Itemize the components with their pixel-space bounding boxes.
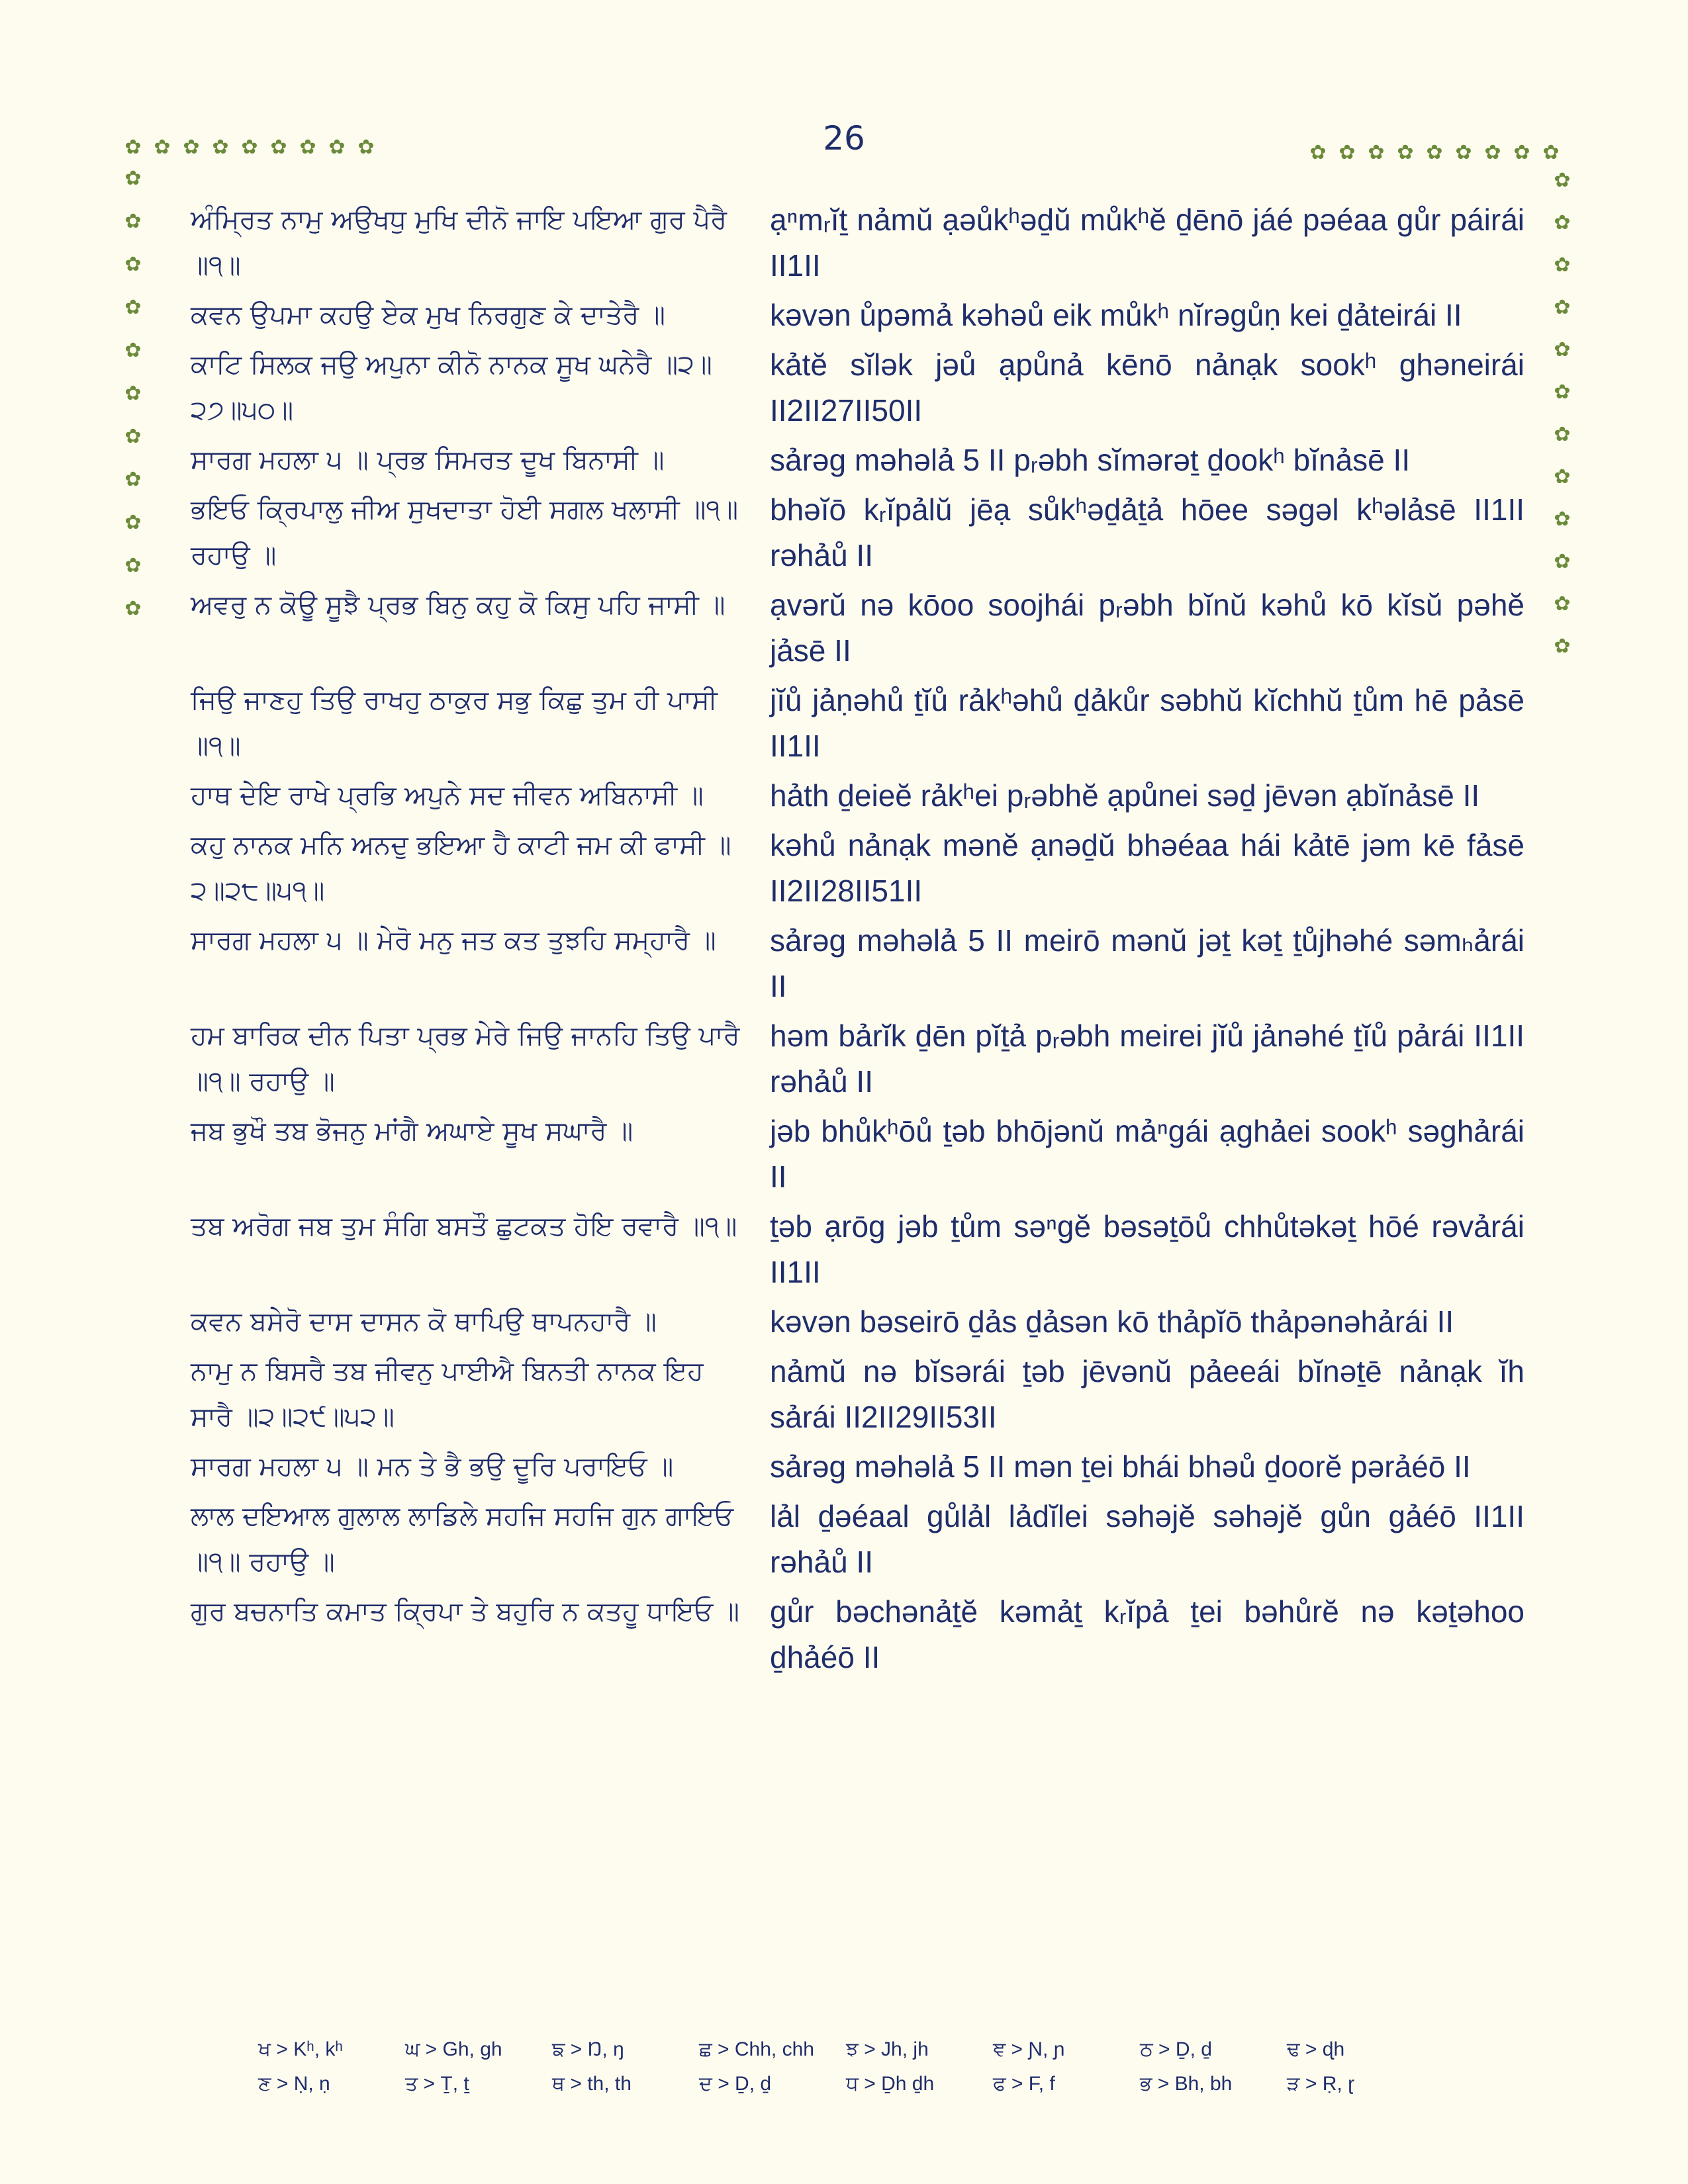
legend-item: ਠ > Ḏ, ḏ [1140,2038,1212,2060]
gurmukhi-text: ਲਾਲ ਦਇਆਲ ਗੁਲਾਲ ਲਾਡਿਲੇ ਸਹਜਿ ਸਹਜਿ ਗੁਨ ਗਾਇਓ ॥੧॥ ਰਹਾਉ ॥ [191,1501,734,1577]
flower-ornament-icon: ✿ [299,136,316,159]
legend-item: ਘ > Gh, gh [405,2038,502,2060]
legend-item: ਢ > ɖh [1287,2038,1345,2060]
legend-item: ਥ > th, th [552,2073,632,2095]
verse-row [191,1349,1524,1440]
flower-ornament-icon: ✿ [1554,338,1571,361]
verse-row [191,678,1524,769]
transliteration-text: hảth ḏeieĕ rảkʰei pᵣəbhĕ ạpůnei səḏ jēvən ạbĭnảsē II [770,778,1480,813]
verse-row [191,1109,1524,1200]
gurmukhi-text: ਅੰਮ੍ਰਿਤ ਨਾਮੁ ਅਉਖਧੁ ਮੁਖਿ ਦੀਨੋ ਜਾਇ ਪਇਆ ਗੁਰ ਪੈਰੈ ॥੧॥ [191,205,727,281]
verse-row [191,293,1524,338]
flower-ornament-icon: ✿ [1554,423,1571,446]
verse-row [191,1589,1524,1680]
gurmukhi-text: ਜਬ ਭੁਖੌ ਤਬ ਭੋਜਨੁ ਮਾਂਗੈ ਅਘਾਏ ਸੂਖ ਸਘਾਰੈ ॥ [191,1116,633,1146]
transliteration-text: lảl ḏəéaal gůlảl lảdĭlei səhəjĕ səhəjĕ gůn gảéō II1II rəhảů II [770,1499,1524,1579]
gurmukhi-text: ਕਹੁ ਨਾਨਕ ਮਨਿ ਅਨਦੁ ਭਇਆ ਹੈ ਕਾਟੀ ਜਮ ਕੀ ਫਾਸੀ ॥੨॥੨੮॥੫੧॥ [191,830,731,906]
transliteration-text: jĭů jảṇəhů ṯĭů rảkʰəhů ḏảkůr səbhŭ kĭchhŭ ṯům hē pảsē II1II [770,683,1524,763]
flower-ornament-icon: ✿ [1554,381,1571,404]
gurmukhi-text: ਕਵਨ ਉਪਮਾ ਕਹਉ ਏਕ ਮੁਖ ਨਿਰਗੁਣ ਕੇ ਦਾਤੇਰੈ ॥ [191,300,665,330]
legend-item: ਛ > Chh, chh [699,2038,814,2060]
gurmukhi-text: ਹਮ ਬਾਰਿਕ ਦੀਨ ਪਿਤਾ ਪ੍ਰਭ ਮੇਰੇ ਜਿਉ ਜਾਨਹਿ ਤਿਉ ਪਾਰੈ ॥੧॥ ਰਹਾਉ ॥ [191,1021,740,1097]
legend-item: ਦ > Ḏ, ḏ [699,2073,772,2095]
verse-row [191,1494,1524,1585]
gurmukhi-text: ਹਾਥ ਦੇਇ ਰਾਖੇ ਪ੍ਰਭਿ ਅਪੁਨੇ ਸਦ ਜੀਵਨ ਅਬਿਨਾਸੀ ॥ [191,780,704,811]
verse-row [191,1299,1524,1345]
verse-row [191,1444,1524,1490]
legend-item: ਞ > Ɲ, ɲ [993,2038,1065,2060]
gurmukhi-text: ਜਿਉ ਜਾਣਹੁ ਤਿਉ ਰਾਖਹੁ ਠਾਕੁਰ ਸਭੁ ਕਿਛੁ ਤੁਮ ਹੀ ਪਾਸੀ ॥੧॥ [191,685,718,761]
legend-item: ਤ > Ṯ, ṯ [405,2073,469,2095]
legend-item: ਖ > Kʰ, kʰ [258,2038,343,2060]
transliteration-text: nảmŭ nə bĭsərái ṯəb jēvənŭ pảeeái bĭnəṯē nảnạk ĭh sảrái II2II29II53II [770,1354,1524,1434]
flower-ornament-icon: ✿ [212,136,229,159]
verse-row [191,437,1524,483]
flower-ornament-icon: ✿ [241,136,258,159]
transliteration-text: həm bảrĭk ḏēn pĭṯả pᵣəbh meirei jĭů jảnəhé ṯĭů pảrái II1II rəhảů II [770,1019,1524,1099]
flower-ornament-icon: ✿ [270,136,287,159]
gurmukhi-text: ਨਾਮੁ ਨ ਬਿਸਰੈ ਤਬ ਜੀਵਨੁ ਪਾਈਐ ਬਿਨਤੀ ਨਾਨਕ ਇਹ ਸਾਰੈ ॥੨॥੨੯॥੫੨॥ [191,1356,704,1432]
flower-ornament-icon: ✿ [124,296,142,319]
transliteration-text: kəvən bəseirō ḏảs ḏảsən kō thảpĭō thảpənəhảrái II [770,1304,1454,1339]
verse-row [191,918,1524,1009]
transliteration-text: ạvərŭ nə kōoo soojhái pᵣəbh bĭnŭ kəhů kō kĭsŭ pəhĕ jảsē II [770,588,1524,668]
transliteration-text: sảrəg məhəlả 5 II mən ṯei bhái bhəů ḏoorĕ pərảéō II [770,1449,1471,1484]
transliteration-text: gůr bəchənảṯĕ kəmảṯ kᵣĭpả ṯei bəhůrĕ nə kəṯəhoo ḏhảéō II [770,1594,1524,1674]
flower-ornament-icon: ✿ [124,468,142,491]
transliteration-text: ṯəb ạrōg jəb ṯům səⁿgĕ bəsəṯōů chhůtəkəṯ hōé rəvảrái II1II [770,1209,1524,1289]
legend-item: ਙ > Ŋ, ŋ [552,2038,624,2060]
flower-ornament-icon: ✿ [1554,635,1571,658]
flower-ornament-icon: ✿ [1554,253,1571,277]
flower-ornament-icon: ✿ [1426,141,1443,164]
legend-item: ਝ > Jh, jh [846,2038,929,2060]
legend-row [258,2038,1450,2073]
transliteration-text: kəvən ůpəmả kəhəů eik můkʰ nĭrəgůṇ kei ḏảteirái II [770,298,1462,332]
flower-ornament-icon: ✿ [1554,296,1571,319]
flower-ornament-icon: ✿ [1455,141,1472,164]
transliteration-text: kảtĕ sĭlək jəů ạpůnả kēnō nảnạk sookʰ ghəneirái II2II27II50II [770,347,1524,428]
verse-row [191,342,1524,433]
flower-ornament-icon: ✿ [124,382,142,405]
gurmukhi-text: ਕਾਟਿ ਸਿਲਕ ਜਉ ਅਪੁਨਾ ਕੀਨੋ ਨਾਨਕ ਸੂਖ ਘਨੇਰੈ ॥੨॥੨੭॥੫੦॥ [191,349,712,426]
gurmukhi-text: ਸਾਰਗ ਮਹਲਾ ੫ ॥ ਮਨ ਤੇ ਭੈ ਭਉ ਦੂਰਿ ਪਰਾਇਓ ॥ [191,1451,674,1482]
flower-ornament-icon: ✿ [1309,141,1327,164]
flower-ornament-icon: ✿ [124,253,142,276]
legend-row [258,2073,1450,2107]
verse-row [191,773,1524,819]
gurmukhi-text: ਸਾਰਗ ਮਹਲਾ ੫ ॥ ਪ੍ਰਭ ਸਿਮਰਤ ਦੂਖ ਬਿਨਾਸੀ ॥ [191,445,665,475]
verse-row [191,487,1524,578]
gurmukhi-text: ਗੁਰ ਬਚਨਾਤਿ ਕਮਾਤ ਕ੍ਰਿਪਾ ਤੇ ਬਹੁਰਿ ਨ ਕਤਹੂ ਧਾਇਓ ॥ [191,1596,739,1627]
flower-ornament-icon: ✿ [1554,550,1571,573]
legend-item: ਫ > F, f [993,2073,1055,2095]
flower-ornament-icon: ✿ [1368,141,1385,164]
flower-ornament-icon: ✿ [124,210,142,233]
legend-item: ਧ > Ḏh ḏh [846,2073,935,2095]
verse-row [191,1204,1524,1295]
gurmukhi-text: ਕਵਨ ਬਸੇਰੋ ਦਾਸ ਦਾਸਨ ਕੋ ਥਾਪਿਉ ਥਾਪਨਹਾਰੈ ॥ [191,1306,657,1337]
flower-ornament-icon: ✿ [1554,508,1571,531]
gurmukhi-text: ਤਬ ਅਰੋਗ ਜਬ ਤੁਮ ਸੰਗਿ ਬਸਤੌ ਛੁਟਕਤ ਹੋਇ ਰਵਾਰੈ ॥੧॥ [191,1211,737,1242]
transliteration-text: sảrəg məhəlả 5 II pᵣəbh sĭmərəṯ ḏookʰ bĭnảsē II [770,443,1411,477]
verse-list [191,197,1524,1684]
flower-ornament-icon: ✿ [124,554,142,577]
legend-item: ਭ > Bh, bh [1140,2073,1233,2095]
flower-ornament-icon: ✿ [124,597,142,620]
gurmukhi-text: ਭਇਓ ਕ੍ਰਿਪਾਲੁ ਜੀਅ ਸੁਖਦਾਤਾ ਹੋਈ ਸਗਲ ਖਲਾਸੀ ॥੧॥ ਰਹਾਉ ॥ [191,494,739,570]
flower-ornament-icon: ✿ [124,136,142,159]
transliteration-text: ạⁿmᵣĭṯ nảmŭ ạəůkʰəḏŭ můkʰĕ ḏēnō jáé pəéaa gůr páirái II1II [770,203,1524,283]
flower-ornament-icon: ✿ [1542,141,1560,164]
flower-ornament-icon: ✿ [124,339,142,362]
flower-ornament-icon: ✿ [1338,141,1356,164]
page-number: 26 [823,119,865,158]
flower-ornament-icon: ✿ [1513,141,1530,164]
flower-ornament-icon: ✿ [1397,141,1414,164]
flower-ornament-icon: ✿ [124,511,142,534]
flower-ornament-icon: ✿ [1554,169,1571,192]
legend-item: ੜ > Ṛ, ɽ [1287,2073,1355,2095]
flower-ornament-icon: ✿ [357,136,375,159]
flower-ornament-icon: ✿ [1484,141,1501,164]
legend-item: ਣ > Ṇ, ṇ [258,2073,330,2095]
verse-row [191,823,1524,914]
flower-ornament-icon: ✿ [1554,592,1571,615]
flower-ornament-icon: ✿ [1554,465,1571,488]
verse-row [191,1013,1524,1105]
transliteration-key [258,2038,1450,2107]
transliteration-text: bhəĭō kᵣĭpảlŭ jēạ sůkʰəḏảṯả hōee səgəl kʰəlảsē II1II rəhảů II [770,492,1524,572]
gurmukhi-text: ਅਵਰੁ ਨ ਕੋਊ ਸੂਝੈ ਪ੍ਰਭ ਬਿਨੁ ਕਹੁ ਕੋ ਕਿਸੁ ਪਹਿ ਜਾਸੀ ॥ [191,590,726,620]
flower-ornament-icon: ✿ [328,136,346,159]
transliteration-text: kəhů nảnạk mənĕ ạnəḏŭ bhəéaa hái kảtē jəm kē fảsē II2II28II51II [770,828,1524,908]
verse-row [191,582,1524,674]
flower-ornament-icon: ✿ [124,425,142,448]
verse-row [191,197,1524,289]
transliteration-text: sảrəg məhəlả 5 II meirō mənŭ jəṯ kəṯ ṯůjhəhé səmₕảrái II [770,923,1524,1003]
flower-ornament-icon: ✿ [154,136,171,159]
flower-ornament-icon: ✿ [1554,211,1571,234]
transliteration-text: jəb bhůkʰōů ṯəb bhōjənŭ mảⁿgái ạghảei sookʰ səghảrái II [770,1114,1524,1194]
gurmukhi-text: ਸਾਰਗ ਮਹਲਾ ੫ ॥ ਮੇਰੋ ਮਨੁ ਜਤ ਕਤ ਤੁਝਹਿ ਸਮ੍ਹਾਰੈ ॥ [191,925,716,956]
flower-ornament-icon: ✿ [124,167,142,190]
flower-ornament-icon: ✿ [183,136,200,159]
